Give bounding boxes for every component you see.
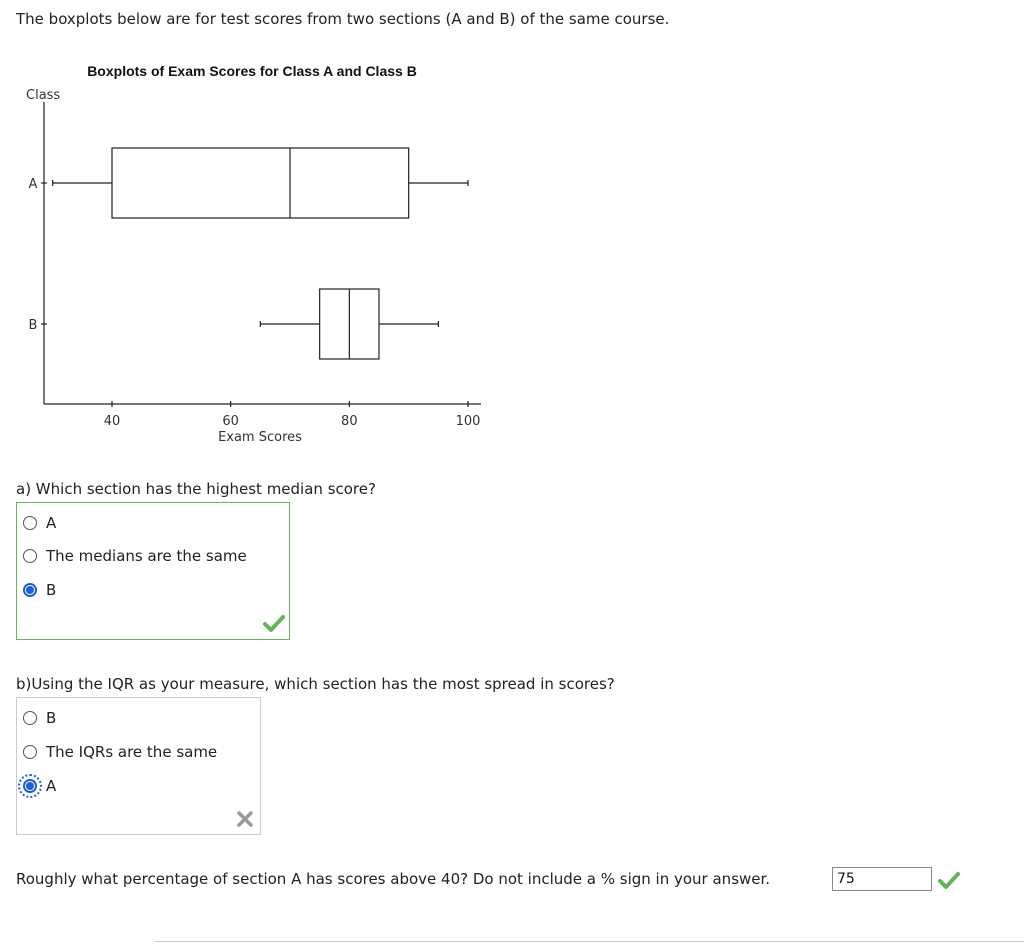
checkmark-icon (938, 872, 960, 890)
question-b-prompt: b)Using the IQR as your measure, which section has the most spread in scores? (16, 675, 615, 693)
box-iqr (112, 148, 409, 218)
chart-title: Boxplots of Exam Scores for Class A and Class B (87, 63, 417, 79)
question-b-choices (16, 697, 261, 835)
radio-icon[interactable] (23, 711, 37, 725)
option-label: B (46, 709, 57, 727)
option-label: A (46, 514, 57, 532)
question-b-option-2[interactable] (23, 741, 217, 763)
radio-icon[interactable] (23, 516, 37, 530)
radio-icon[interactable] (23, 745, 37, 759)
y-tick-label: B (28, 318, 38, 333)
question-c-prompt: Roughly what percentage of section A has scores above 40? Do not include a % sign in your answer. (16, 870, 771, 888)
question-a-choices (16, 502, 290, 640)
question-a-option-1[interactable] (23, 512, 56, 534)
percentage-answer-input[interactable] (832, 867, 932, 891)
cross-icon (236, 810, 254, 828)
question-a-option-2[interactable] (23, 545, 247, 567)
intro-text: The boxplots below are for test scores from two sections (A and B) of the same course. (16, 10, 670, 28)
radio-icon[interactable] (23, 549, 37, 563)
x-tick-label: 100 (455, 414, 481, 429)
question-b-option-3[interactable] (23, 775, 56, 797)
boxplot-chart (0, 55, 520, 455)
y-axis-label: Class (26, 88, 61, 103)
option-label: A (46, 777, 57, 795)
divider (155, 941, 1024, 942)
radio-selected-icon[interactable] (23, 779, 37, 793)
x-tick-label: 40 (103, 414, 121, 429)
option-label: The medians are the same (46, 547, 247, 565)
question-b-option-1[interactable] (23, 707, 56, 729)
x-tick-label: 60 (222, 414, 239, 429)
checkmark-icon (263, 615, 285, 633)
option-label: The IQRs are the same (46, 743, 218, 761)
question-a-prompt: a) Which section has the highest median score? (16, 480, 376, 498)
y-tick-label: A (28, 177, 38, 192)
option-label: B (46, 581, 57, 599)
radio-selected-icon[interactable] (23, 583, 37, 597)
x-tick-label: 80 (341, 414, 358, 429)
x-axis-label: Exam Scores (218, 430, 302, 445)
question-a-option-3[interactable] (23, 579, 56, 601)
